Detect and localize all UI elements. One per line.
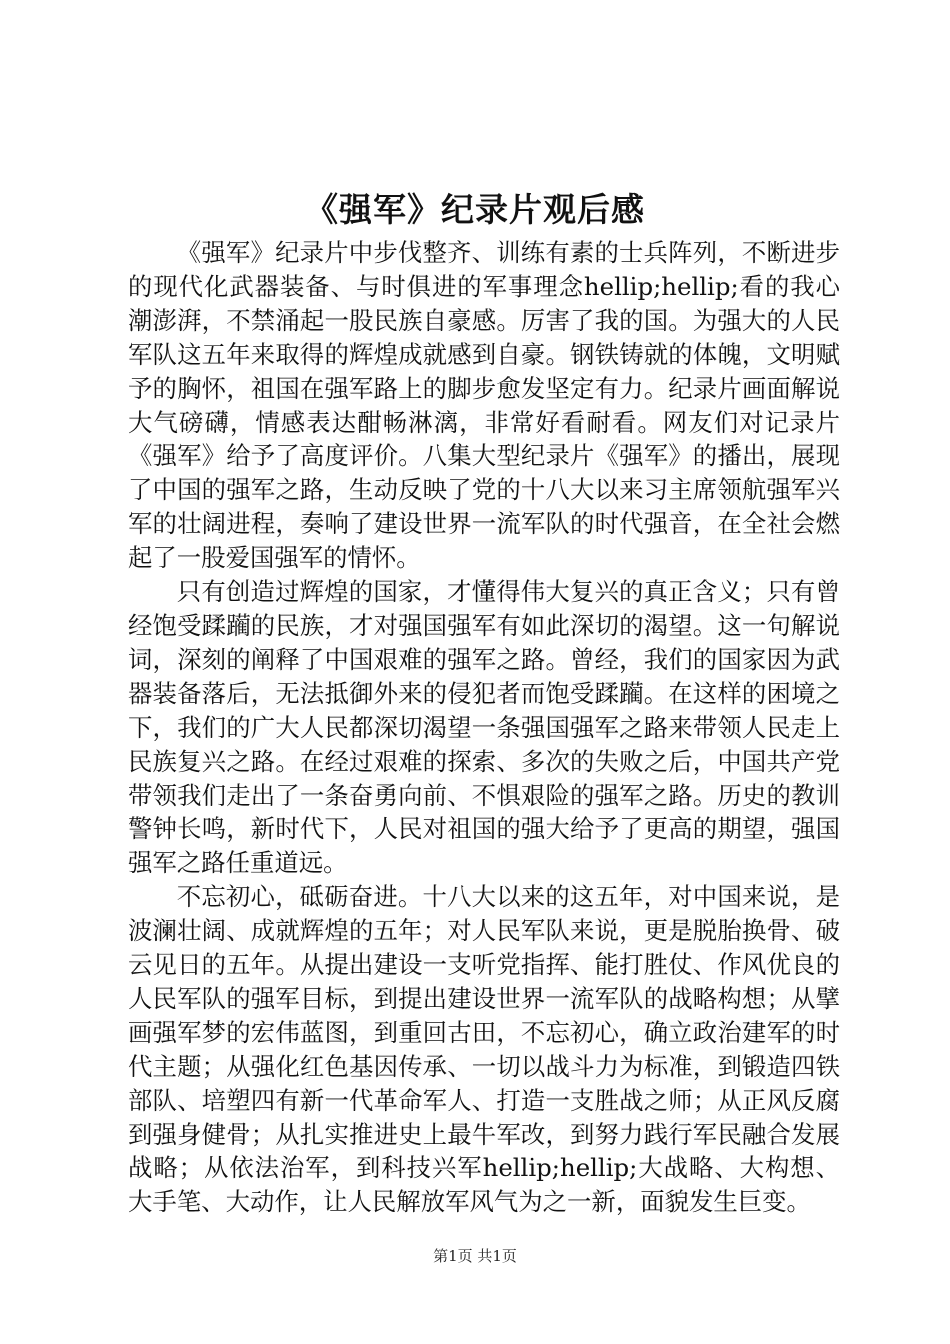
paragraph-1: 《强军》纪录片中步伐整齐、训练有素的士兵阵列，不断进步的现代化武器装备、与时俱进的军事理念hellip;hellip;看的我心潮澎湃，不禁涌起一股民族自豪感。厉害了我的国。为强大的人民军队这五年来取得的辉煌成就感到自豪。钢铁铸就的体魄，文明赋予的胸怀，祖国在强军路上的脚步愈发坚定有力。纪录片画面解说大气磅礴，情感表达酣畅淋漓，非常好看耐看。网友们对记录片《强军》给予了高度评价。八集大型纪录片《强军》的播出，展现了中国的强军之路，生动反映了党的十八大以来习主席领航强军兴军的壮阔进程，奏响了建设世界一流军队的时代强音，在全社会燃起了一股爱国强军的情怀。	[128, 238, 840, 573]
paragraph-3: 不忘初心，砥砺奋进。十八大以来的这五年，对中国来说，是波澜壮阔、成就辉煌的五年；对人民军队来说，更是脱胎换骨、破云见日的五年。从提出建设一支听党指挥、能打胜仗、作风优良的人民军队的强军目标，到提出建设世界一流军队的战略构想；从擘画强军梦的宏伟蓝图，到重回古田，不忘初心，确立政治建军的时代主题；从强化红色基因传承、一切以战斗力为标准，到锻造四铁部队、培塑四有新一代革命军人、打造一支胜战之师；从正风反腐到强身健骨；从扎实推进史上最牛军改，到努力践行军民融合发展战略；从依法治军，到科技兴军hellip;hellip;大战略、大构想、大手笔、大动作，让人民解放军风气为之一新，面貌发生巨变。	[128, 882, 840, 1217]
page-footer: 第1页 共1页	[433, 1247, 517, 1265]
paragraph-2: 只有创造过辉煌的国家，才懂得伟大复兴的真正含义；只有曾经饱受蹂躏的民族，才对强国强军有如此深切的渴望。这一句解说词，深刻的阐释了中国艰难的强军之路。曾经，我们的国家因为武器装备落后，无法抵御外来的侵犯者而饱受蹂躏。在这样的困境之下，我们的广大人民都深切渴望一条强国强军之路来带领人民走上民族复兴之路。在经过艰难的探索、多次的失败之后，中国共产党带领我们走出了一条奋勇向前、不惧艰险的强军之路。历史的教训警钟长鸣，新时代下，人民对祖国的强大给予了更高的期望，强国强军之路任重道远。	[128, 577, 840, 878]
document-body	[128, 236, 840, 1219]
document-title: 《强军》纪录片观后感	[305, 190, 645, 229]
